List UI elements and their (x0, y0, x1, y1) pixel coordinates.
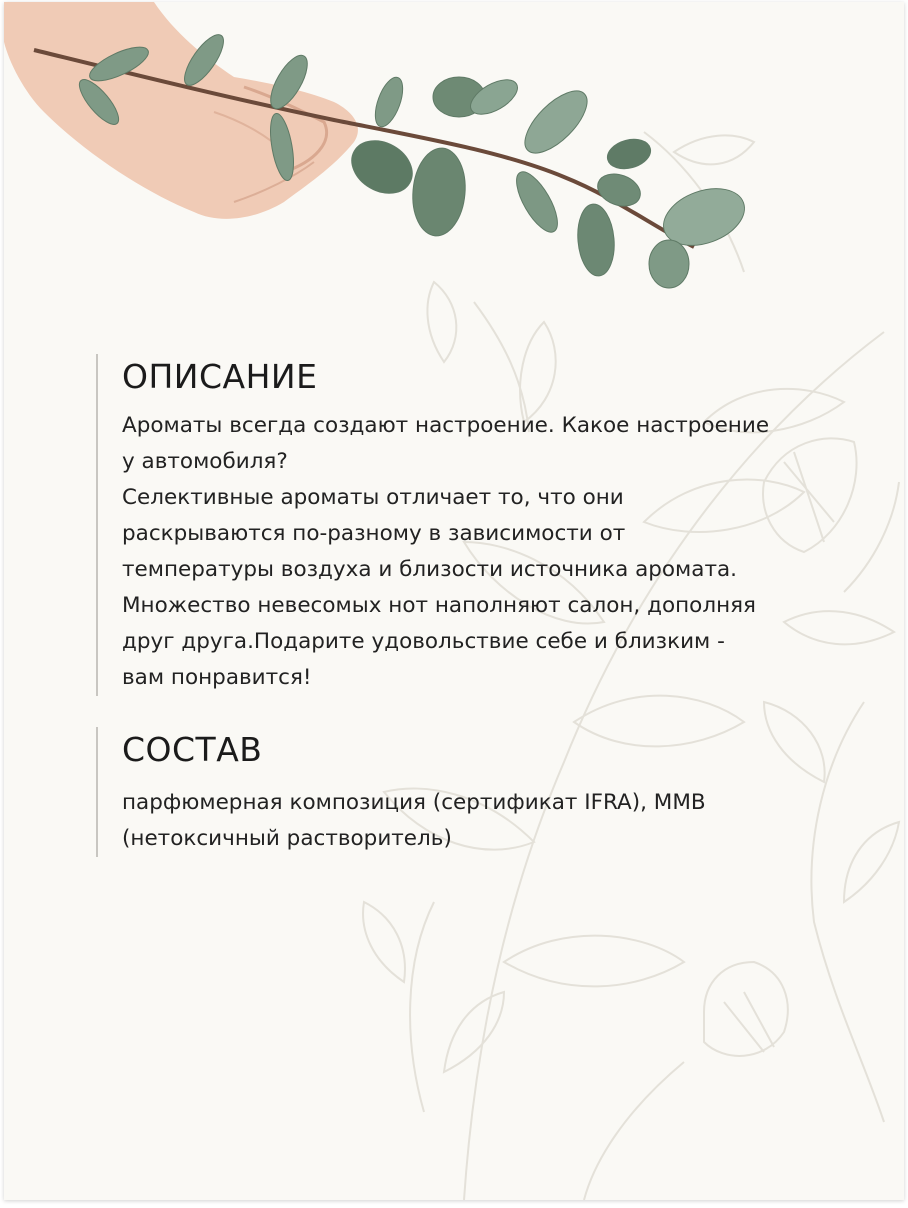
product-info-card (4, 2, 904, 1200)
composition-text (122, 785, 822, 857)
description-line: Селективные ароматы отличает то, что они (122, 485, 624, 510)
description-line: друг друга.Подарите удовольствие себе и близким - (122, 629, 725, 654)
description-line: у автомобиля? (122, 449, 288, 474)
hand-with-eucalyptus-branch-image (4, 2, 764, 302)
description-line: раскрываются по-разному в зависимости от (122, 521, 626, 546)
composition-section (96, 727, 822, 857)
composition-heading: СОСТАВ (122, 730, 263, 769)
description-line: вам понравится! (122, 665, 312, 690)
description-heading: ОПИСАНИЕ (122, 357, 318, 396)
description-text (122, 408, 862, 696)
composition-line: парфюмерная композиция (сертификат IFRA), ММВ (122, 790, 706, 815)
description-line: Множество невесомых нот наполняют салон, дополняя (122, 593, 756, 618)
description-section (96, 354, 862, 696)
description-line: Ароматы всегда создают настроение. Какое настроение (122, 413, 770, 438)
description-line: температуры воздуха и близости источника аромата. (122, 557, 737, 582)
composition-line: (нетоксичный растворитель) (122, 826, 452, 851)
